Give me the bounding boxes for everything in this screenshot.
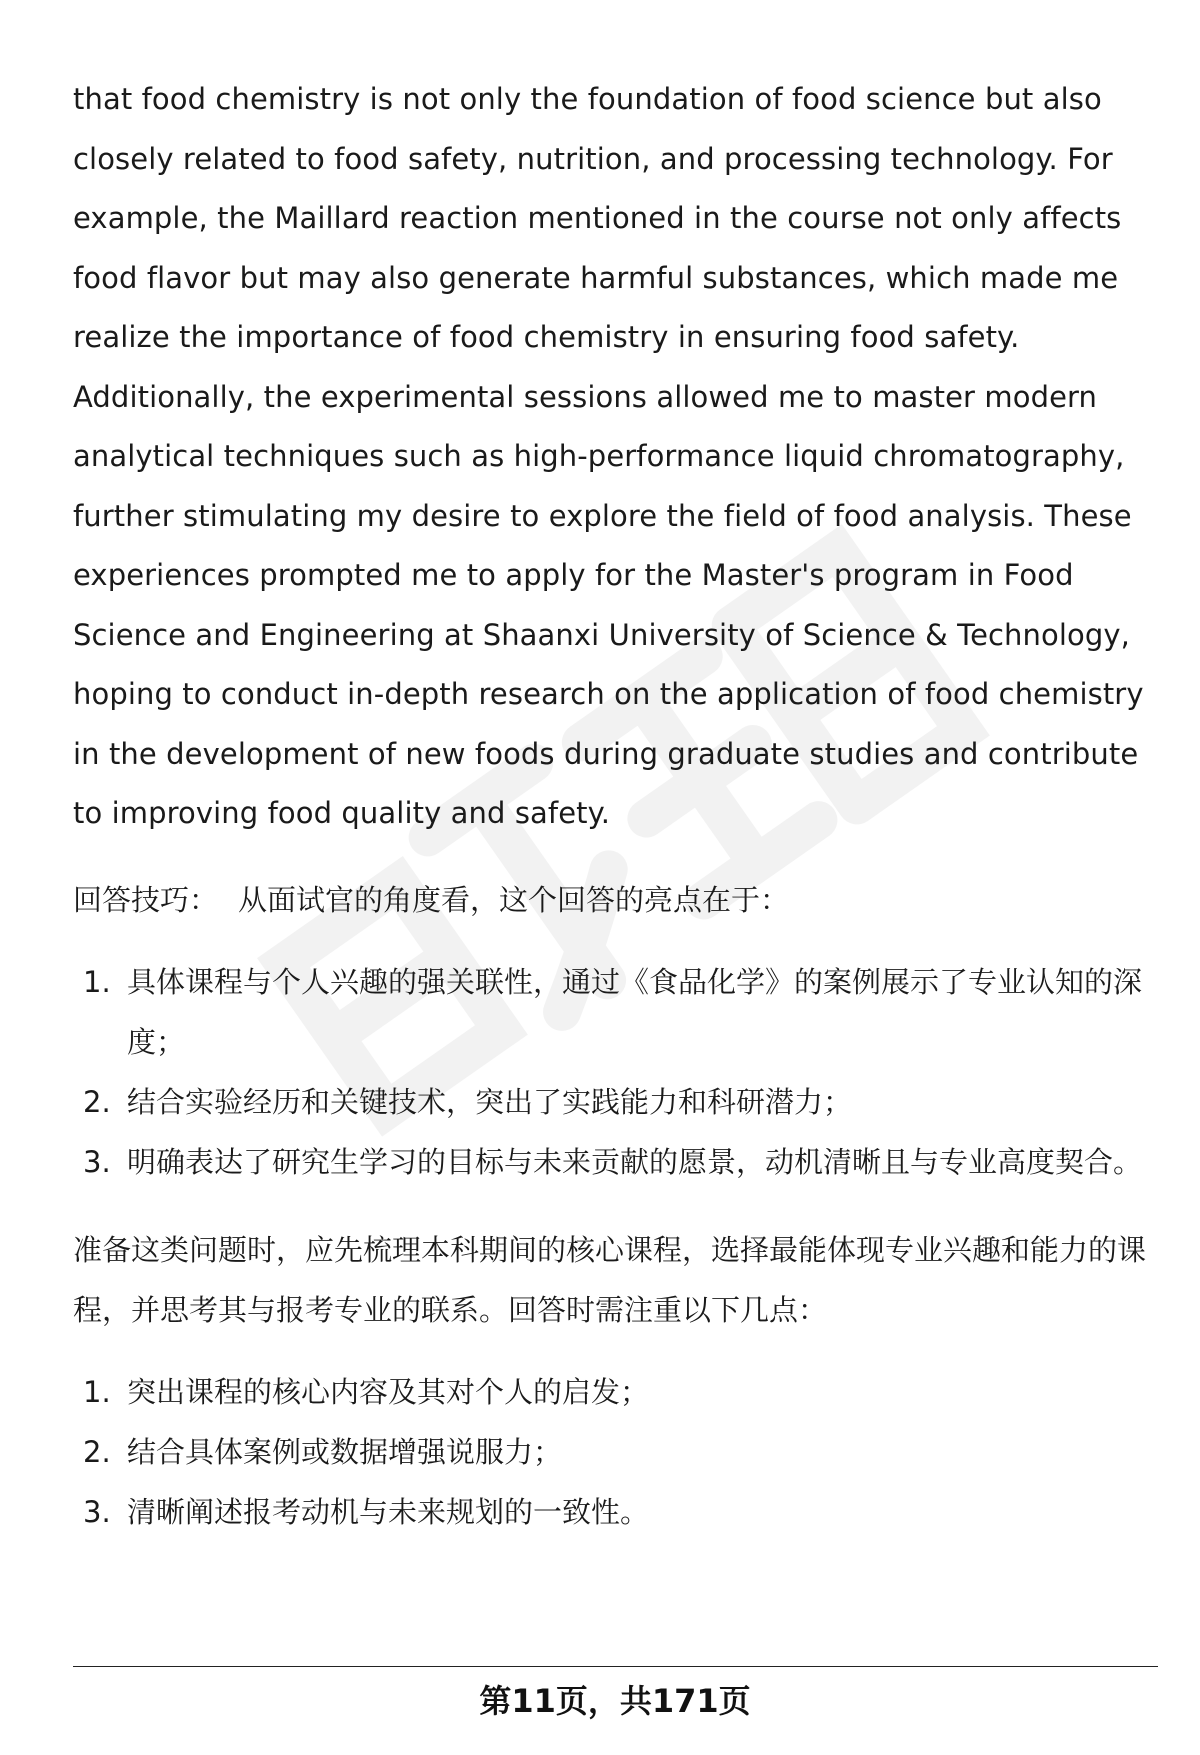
tips-label: 回答技巧： bbox=[73, 882, 219, 917]
list-text: 突出课程的核心内容及其对个人的启发； bbox=[127, 1374, 650, 1409]
list-item bbox=[73, 1362, 1158, 1422]
body-paragraph: that food chemistry is not only the foundation of food science but also closely related to food safety, nutrition, and processing technology. For example, the Maillard reaction mentioned in the course not only affects food flavor but may also generate harmful substances, which made me realize the importance of food chemistry in ensuring food safety. Additionally, the experimental sessions allowed me to master modern analytical techniques such as high-performance liquid chromatography, further stimulating my desire to explore the field of food analysis. These experiences prompted me to apply for the Master's program in Food Science and Engineering at Shaanxi University of Science & Technology, hoping to conduct in-depth research on the application of food chemistry in the development of new foods during graduate studies and contribute to improving food quality and safety. bbox=[73, 82, 1144, 830]
list-text: 结合具体案例或数据增强说服力； bbox=[127, 1434, 563, 1469]
list-item bbox=[73, 1422, 1158, 1482]
preparation-list bbox=[73, 1362, 1158, 1542]
list-text: 清晰阐述报考动机与未来规划的一致性。 bbox=[127, 1494, 650, 1529]
answer-tips bbox=[73, 870, 1158, 930]
list-text: 结合实验经历和关键技术，突出了实践能力和科研潜力； bbox=[127, 1084, 853, 1119]
list-item bbox=[73, 952, 1158, 1072]
list-number: 1. bbox=[83, 964, 111, 999]
list-number: 3. bbox=[83, 1494, 111, 1529]
list-number: 2. bbox=[83, 1434, 111, 1469]
document-page bbox=[73, 70, 1158, 1542]
list-number: 3. bbox=[83, 1144, 111, 1179]
list-number: 1. bbox=[83, 1374, 111, 1409]
tips-list bbox=[73, 952, 1158, 1192]
list-item bbox=[73, 1072, 1158, 1132]
list-item bbox=[73, 1482, 1158, 1542]
tips-intro: 从面试官的角度看，这个回答的亮点在于： bbox=[238, 882, 790, 917]
list-text: 明确表达了研究生学习的目标与未来贡献的愿景，动机清晰且与专业高度契合。 bbox=[127, 1144, 1143, 1179]
preparation-paragraph: 准备这类问题时，应先梳理本科期间的核心课程，选择最能体现专业兴趣和能力的课程，并思考其与报考专业的联系。回答时需注重以下几点： bbox=[73, 1232, 1147, 1327]
list-item bbox=[73, 1132, 1158, 1192]
page-number: 第11页，共171页 bbox=[479, 1682, 751, 1720]
list-number: 2. bbox=[83, 1084, 111, 1119]
footer-divider bbox=[73, 1666, 1158, 1667]
list-text: 具体课程与个人兴趣的强关联性，通过《食品化学》的案例展示了专业认知的深度； bbox=[127, 964, 1143, 1059]
